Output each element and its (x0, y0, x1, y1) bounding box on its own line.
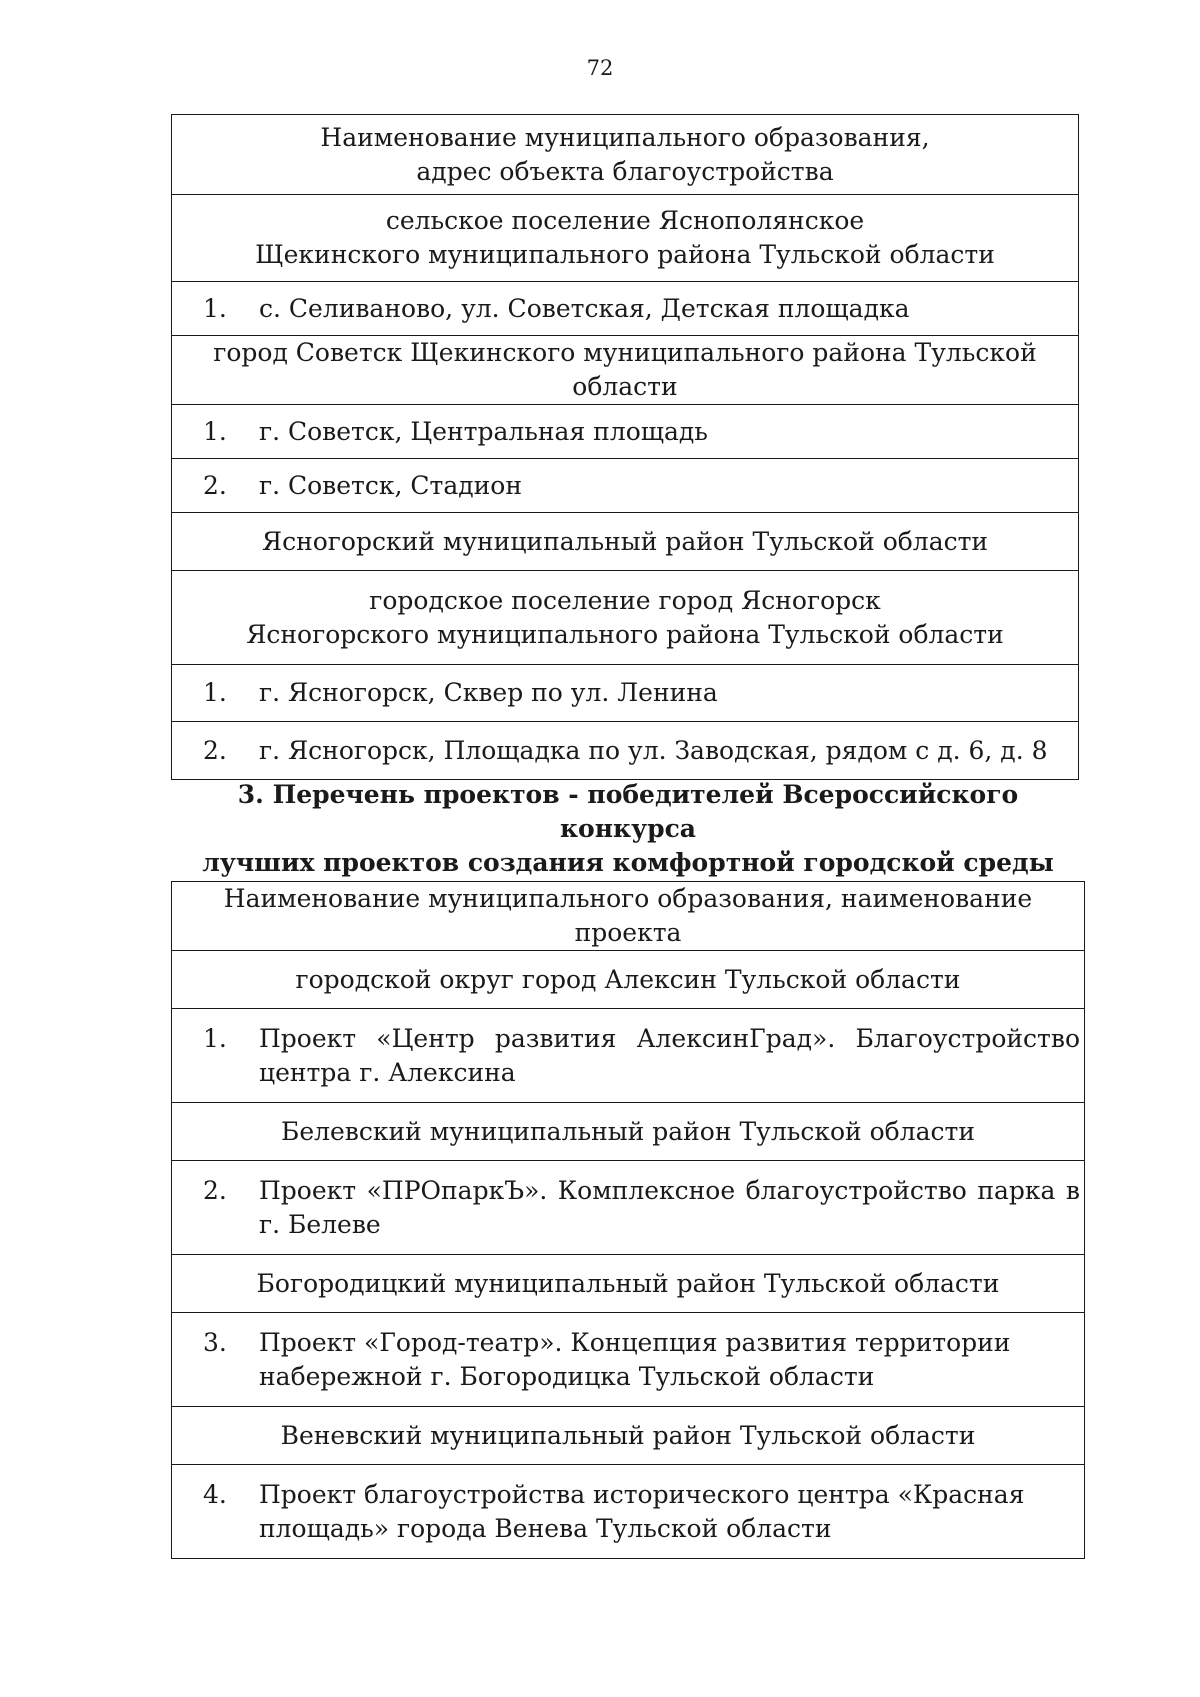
group-title-row (172, 195, 1079, 282)
group-title-cell (172, 195, 1079, 282)
row-text: г. Ясногорск, Сквер по ул. Ленина (259, 678, 718, 707)
row-text: Проект благоустройства исторического центра «Красная площадь» города Венева Тульской области (259, 1479, 1025, 1543)
section-heading-line: лучших проектов создания комфортной городской среды (202, 848, 1054, 877)
group-title-cell (172, 513, 1079, 571)
municipal-objects-table (171, 114, 1079, 780)
group-title-row (172, 1407, 1085, 1465)
table-header-cell (172, 115, 1079, 195)
table-cell (172, 1161, 1085, 1255)
winning-projects-table (171, 881, 1085, 1559)
table-cell (172, 665, 1079, 722)
group-title-line: Ясногорский муниципальный район Тульской области (261, 526, 989, 556)
row-number: 2. (203, 470, 227, 500)
table-row (172, 459, 1079, 513)
header-line: адрес объекта благоустройства (416, 156, 834, 186)
table-row (172, 282, 1079, 336)
table-row (172, 405, 1079, 459)
row-number: 2. (203, 1175, 227, 1205)
row-number: 3. (203, 1327, 227, 1357)
group-title-row (172, 1103, 1085, 1161)
row-number: 1. (203, 293, 227, 323)
group-title-row (172, 1255, 1085, 1313)
row-number: 2. (203, 735, 227, 765)
group-title-cell (172, 571, 1079, 665)
row-text: Проект «Город-театр». Концепция развития территории набережной г. Богородицка Тульской области (259, 1327, 1011, 1391)
row-number: 4. (203, 1479, 227, 1509)
group-title-row (172, 951, 1085, 1009)
section-heading (171, 778, 1085, 880)
table-cell (172, 405, 1079, 459)
group-title-cell: городской округ город Алексин Тульской области (172, 951, 1085, 1009)
table-cell (172, 459, 1079, 513)
table-cell (172, 282, 1079, 336)
section-heading-line: 3. Перечень проектов - победителей Всероссийского конкурса (237, 780, 1019, 843)
table-cell (172, 1009, 1085, 1103)
table-cell (172, 722, 1079, 780)
table-cell (172, 1313, 1085, 1407)
row-text: г. Советск, Центральная площадь (259, 416, 708, 446)
table-row (172, 1313, 1085, 1407)
row-text: Проект «ПРОпаркЪ». Комплексное благоустройство парка в г. Белеве (259, 1175, 1080, 1239)
group-title-line: город Советск Щекинского муниципального района Тульской области (213, 338, 1037, 401)
group-title-row (172, 571, 1079, 665)
page-number: 72 (586, 56, 614, 80)
row-text: г. Советск, Стадион (259, 470, 523, 500)
table-row (172, 1009, 1085, 1103)
group-title-row (172, 513, 1079, 571)
table-header-row (172, 115, 1079, 195)
group-title-line: сельское поселение Яснополянское (385, 206, 865, 235)
row-text: с. Селиваново, ул. Советская, Детская площадка (259, 293, 910, 323)
row-text: г. Ясногорск, Площадка по ул. Заводская, рядом с д. 6, д. 8 (259, 735, 1048, 765)
table-cell (172, 1465, 1085, 1559)
table-row (172, 1161, 1085, 1255)
table-row (172, 665, 1079, 722)
group-title-row (172, 336, 1079, 405)
table-row (172, 722, 1079, 780)
group-title-cell (172, 336, 1079, 405)
row-text: Проект «Центр развития АлексинГрад». Благоустройство центра г. Алексина (259, 1023, 1080, 1087)
row-number: 1. (203, 416, 227, 446)
group-title-cell: Веневский муниципальный район Тульской области (172, 1407, 1085, 1465)
group-title-line: Щекинского муниципального района Тульской области (255, 240, 995, 269)
header-line: Наименование муниципального образования, (320, 122, 930, 152)
group-title-cell: Богородицкий муниципальный район Тульской области (172, 1255, 1085, 1313)
group-title-line: Ясногорского муниципального района Тульской области (246, 619, 1004, 649)
group-title-cell: Белевский муниципальный район Тульской области (172, 1103, 1085, 1161)
row-number: 1. (203, 1023, 227, 1053)
row-number: 1. (203, 678, 227, 707)
table-header-row (172, 882, 1085, 951)
table-header-cell: Наименование муниципального образования, наименование проекта (172, 882, 1085, 951)
group-title-line: городское поселение город Ясногорск (369, 585, 881, 615)
table-row (172, 1465, 1085, 1559)
